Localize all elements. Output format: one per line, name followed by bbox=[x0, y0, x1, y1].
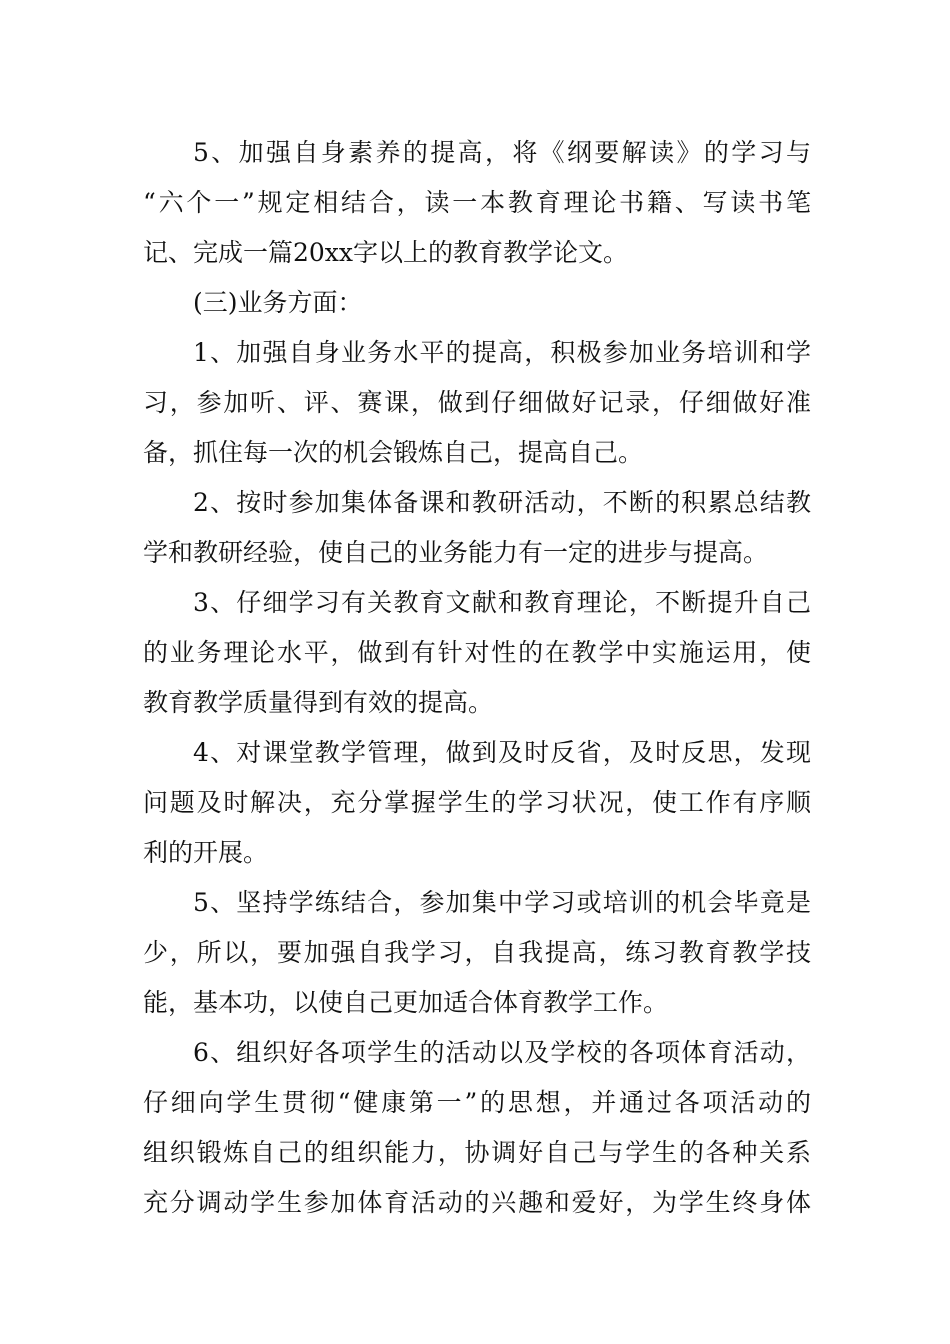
paragraph-classroom-management bbox=[143, 728, 811, 878]
text-line: 少，所以，要加强自我学习，自我提高，练习教育教学技 bbox=[143, 938, 811, 967]
text-line: 备，抓住每一次的机会锻炼自己，提高自己。 bbox=[143, 438, 644, 467]
text-line: 教育教学质量得到有效的提高。 bbox=[143, 688, 494, 717]
text-line: 5、坚持学练结合，参加集中学习或培训的机会毕竟是 bbox=[193, 888, 811, 917]
text-line: 习，参加听、评、赛课，做到仔细做好记录，仔细做好准 bbox=[143, 388, 811, 417]
section-heading-text: (三)业务方面： bbox=[193, 288, 363, 317]
text-line: 6、组织好各项学生的活动以及学校的各项体育活动， bbox=[193, 1038, 811, 1067]
paragraph-self-cultivation bbox=[143, 128, 811, 278]
text-line: 利的开展。 bbox=[143, 838, 269, 867]
document-body bbox=[143, 128, 811, 1228]
text-line: 4、对课堂教学管理，做到及时反省，及时反思，发现 bbox=[193, 738, 811, 767]
text-line: 组织锻炼自己的组织能力，协调好自己与学生的各种关系 bbox=[143, 1138, 811, 1167]
text-line: 充分调动学生参加体育活动的兴趣和爱好，为学生终身体 bbox=[143, 1188, 811, 1217]
text-line: 的业务理论水平，做到有针对性的在教学中实施运用，使 bbox=[143, 638, 811, 667]
text-line: 记、完成一篇20xx字以上的教育教学论文。 bbox=[143, 238, 629, 267]
paragraph-business-level bbox=[143, 328, 811, 478]
text-line: 问题及时解决，充分掌握学生的学习状况，使工作有序顺 bbox=[143, 788, 811, 817]
paragraph-lesson-prep bbox=[143, 478, 811, 578]
paragraph-theory-study bbox=[143, 578, 811, 728]
text-line: 5、加强自身素养的提高，将《纲要解读》的学习与 bbox=[193, 138, 811, 167]
text-line: 仔细向学生贯彻“健康第一”的思想，并通过各项活动的 bbox=[143, 1088, 811, 1117]
section-heading-business bbox=[143, 278, 811, 328]
text-line: 3、仔细学习有关教育文献和教育理论，不断提升自己 bbox=[193, 588, 811, 617]
paragraph-practice bbox=[143, 878, 811, 1028]
text-line: 2、按时参加集体备课和教研活动，不断的积累总结教 bbox=[193, 488, 811, 517]
paragraph-student-activities bbox=[143, 1028, 811, 1228]
text-line: 学和教研经验，使自己的业务能力有一定的进步与提高。 bbox=[143, 538, 769, 567]
text-line: 1、加强自身业务水平的提高，积极参加业务培训和学 bbox=[193, 338, 811, 367]
text-line: 能，基本功，以使自己更加适合体育教学工作。 bbox=[143, 988, 669, 1017]
text-line: “六个一”规定相结合，读一本教育理论书籍、写读书笔 bbox=[143, 188, 811, 217]
